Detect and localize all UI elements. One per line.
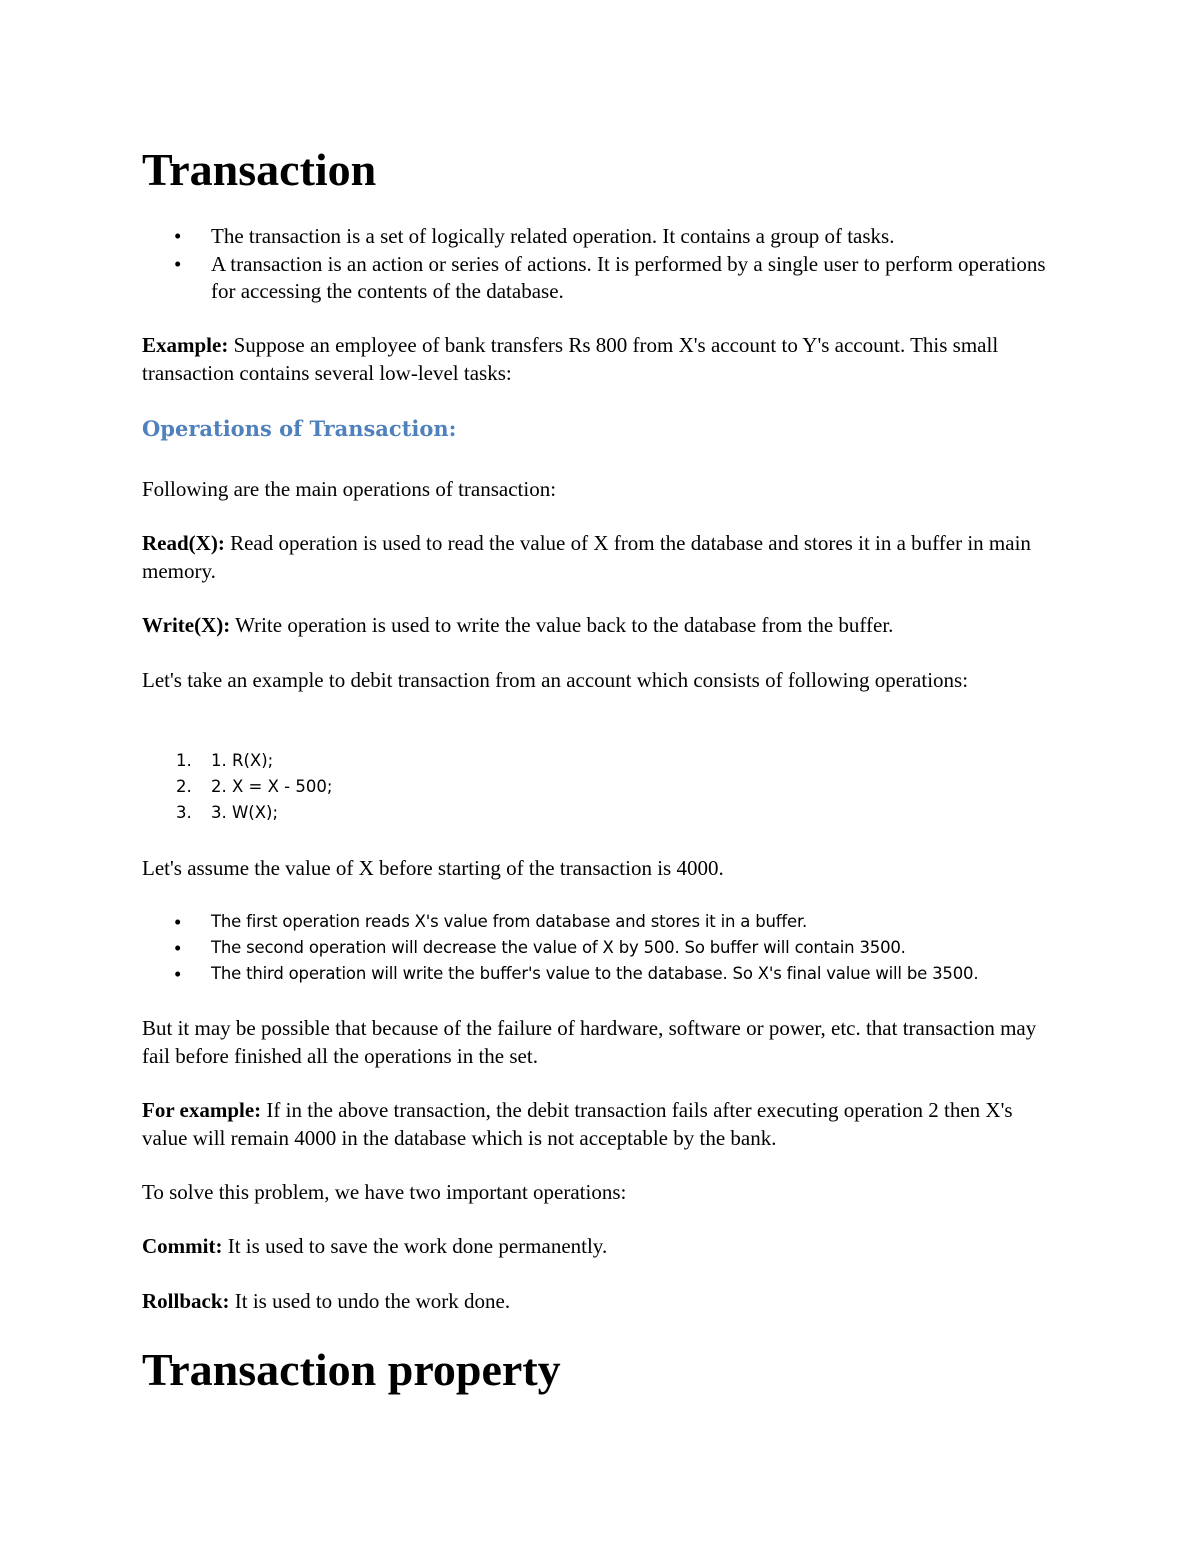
- step-bullet-list: [142, 909, 1062, 987]
- rollback-label: Rollback:: [142, 1289, 230, 1313]
- list-item: [142, 909, 1062, 935]
- page-title: Transaction: [142, 144, 377, 195]
- solve-paragraph: To solve this problem, we have two important operations:: [142, 1180, 627, 1204]
- read-label: Read(X):: [142, 531, 225, 555]
- bullet-icon: •: [174, 224, 182, 248]
- example-label: Example:: [142, 333, 229, 357]
- code-text: 2. X = X - 500;: [211, 777, 333, 796]
- write-label: Write(X):: [142, 613, 231, 637]
- commit-label: Commit:: [142, 1234, 223, 1258]
- list-item: [142, 774, 1062, 800]
- list-item-text: The third operation will write the buffer's value to the database. So X's final value will be 3500.: [211, 964, 979, 983]
- list-item: [142, 251, 1052, 306]
- for-example-text: If in the above transaction, the debit transaction fails after executing operation 2 then X's value will remain 4000 in the database which is not acceptable by the bank.: [142, 1098, 1013, 1150]
- code-text: 1. R(X);: [211, 751, 274, 770]
- write-text: Write operation is used to write the value back to the database from the buffer.: [230, 613, 894, 637]
- list-item-text: The first operation reads X's value from database and stores it in a buffer.: [211, 912, 808, 931]
- list-item: [142, 961, 1062, 987]
- bullet-icon: •: [174, 962, 182, 986]
- bullet-icon: •: [174, 251, 182, 276]
- section-title: Transaction property: [142, 1344, 561, 1395]
- list-number: 3.: [176, 803, 192, 822]
- example-text: Suppose an employee of bank transfers Rs 800 from X's account to Y's account. This small transaction contains several low-level tasks:: [142, 333, 999, 385]
- code-text: 3. W(X);: [211, 803, 279, 822]
- code-step-list: [142, 748, 1062, 826]
- rollback-text: It is used to undo the work done.: [229, 1289, 511, 1313]
- list-number: 2.: [176, 777, 192, 796]
- list-item-text: A transaction is an action or series of actions. It is performed by a single user to perform operations for accessing the contents of the database.: [211, 251, 1046, 303]
- read-text: Read operation is used to read the value of X from the database and stores it in a buffer in main memory.: [142, 531, 1031, 583]
- operations-heading: Operations of Transaction:: [142, 416, 457, 441]
- commit-text: It is used to save the work done permanently.: [222, 1234, 608, 1258]
- bullet-icon: •: [174, 910, 182, 934]
- list-number: 1.: [176, 751, 192, 770]
- operations-intro: Following are the main operations of transaction:: [142, 477, 557, 501]
- rollback-paragraph: [142, 1288, 1052, 1316]
- for-example-label: For example:: [142, 1098, 262, 1122]
- list-item-text: The second operation will decrease the value of X by 500. So buffer will contain 3500.: [211, 938, 906, 957]
- list-item: [142, 748, 1062, 774]
- list-item: [142, 223, 1052, 251]
- list-item: [142, 935, 1062, 961]
- read-paragraph: [142, 530, 1052, 585]
- intro-bullet-list: [142, 223, 1052, 306]
- for-example-paragraph: [142, 1097, 1052, 1152]
- list-item-text: The transaction is a set of logically related operation. It contains a group of tasks.: [211, 224, 895, 248]
- assume-paragraph: Let's assume the value of X before starting of the transaction is 4000.: [142, 856, 724, 880]
- example-paragraph: [142, 332, 1052, 387]
- commit-paragraph: [142, 1233, 1052, 1261]
- write-paragraph: [142, 612, 1052, 640]
- list-item: [142, 800, 1062, 826]
- bullet-icon: •: [174, 936, 182, 960]
- failure-paragraph: But it may be possible that because of the failure of hardware, software or power, etc. that transaction may fail before finished all the operations in the set.: [142, 1016, 1037, 1068]
- debit-intro: Let's take an example to debit transaction from an account which consists of following operations:: [142, 668, 969, 692]
